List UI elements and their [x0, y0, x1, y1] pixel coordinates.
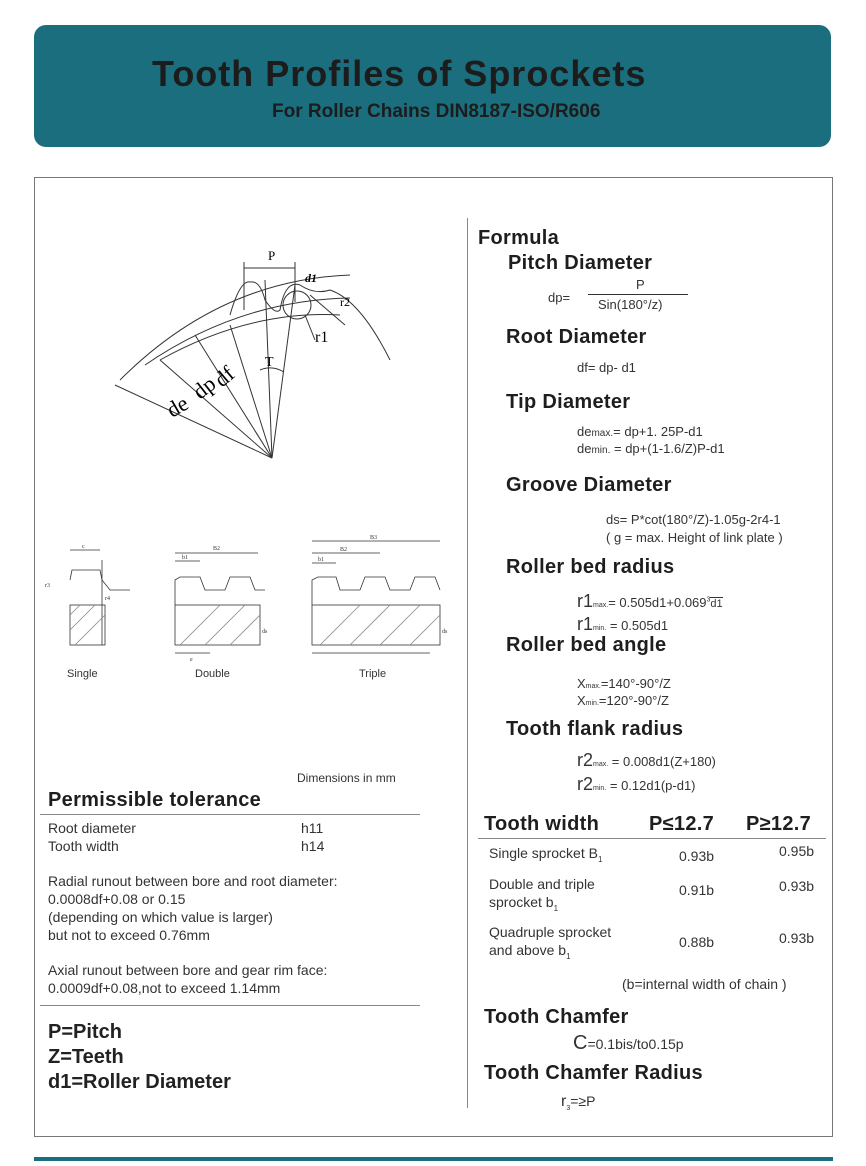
radial-line-3: (depending on which value is larger)	[48, 909, 273, 925]
pitch-diameter-title: Pitch Diameter	[508, 252, 653, 274]
tip-formula-max: demax.= dp+1. 25P-d1	[577, 424, 703, 439]
dim-b2-triple: B2	[340, 547, 348, 553]
legend-teeth: Z=Teeth	[48, 1046, 124, 1068]
page-subtitle: For Roller Chains DIN8187-ISO/R606	[272, 101, 601, 122]
tw-row2-label-1: Double and triple	[489, 876, 595, 892]
profile-triple-label: Triple	[359, 668, 387, 680]
profile-double-label: Double	[195, 668, 230, 680]
divider	[40, 1005, 420, 1006]
rba-formula-max: Xmax.=140°-90°/Z	[577, 676, 671, 691]
tw-row1-label: Single sprocket $B_1$	[489, 845, 603, 864]
radial-line-1: Radial runout between bore and root diameter:	[48, 873, 338, 889]
label-r1: r1	[315, 329, 329, 346]
divider	[478, 838, 826, 839]
label-tau: T	[265, 355, 274, 370]
tw-row3-v1: 0.88b	[679, 934, 715, 950]
tolerance-title: Permissible tolerance	[48, 789, 262, 811]
pitch-denominator: Sin(180°/z)	[598, 297, 663, 312]
dim-b2: B2	[213, 546, 221, 552]
groove-diameter-title: Groove Diameter	[506, 474, 672, 496]
label-dp: dp	[187, 370, 221, 404]
page-title: Tooth Profiles of Sprockets	[152, 53, 647, 94]
tol-width-value: h14	[301, 838, 325, 854]
tol-width-label: Tooth width	[48, 838, 119, 854]
dim-b3: B3	[370, 535, 378, 541]
tw-row2-label-2: sprocket $b_1$	[489, 894, 559, 913]
root-diameter-title: Root Diameter	[506, 326, 647, 348]
tooth-width-col2: P≥12.7	[746, 813, 812, 835]
radial-line-2: 0.0008df+0.08 or 0.15	[48, 891, 186, 907]
pitch-lhs: dp=	[548, 290, 571, 305]
tw-row1-v1: 0.93b	[679, 848, 715, 864]
tooth-chamfer-radius-formula: $r_3=\ge P$	[561, 1093, 596, 1112]
pitch-numerator: P	[636, 277, 645, 292]
tooth-width-col1: P≤12.7	[649, 813, 715, 835]
dim-b1: b1	[182, 555, 188, 561]
dim-ds-triple: ds	[442, 629, 448, 635]
axial-line-1: Axial runout between bore and gear rim face:	[48, 962, 328, 978]
label-de: de	[162, 390, 193, 423]
bottom-rule	[34, 1157, 833, 1161]
groove-note: ( g = max. Height of link plate )	[606, 530, 783, 545]
tooth-flank-radius-title: Tooth flank radius	[506, 718, 684, 740]
dim-c: c	[82, 544, 85, 550]
radial-outer	[115, 385, 272, 458]
profile-single-label: Single	[67, 668, 98, 680]
dim-r4-single: r4	[105, 596, 110, 602]
dim-r3: r3	[45, 583, 50, 589]
roller-bed-angle-title: Roller bed angle	[506, 634, 667, 656]
tfr-formula-max: r2max. = 0.008d1(Z+180)	[577, 750, 716, 770]
label-p: P	[268, 248, 276, 263]
column-divider	[467, 218, 468, 1108]
tw-row2-v2: 0.93b	[779, 878, 815, 894]
divider	[40, 814, 420, 815]
tooth-width-title: Tooth width	[484, 813, 600, 835]
sprocket-diagram	[100, 240, 410, 465]
tw-row3-v2: 0.93b	[779, 930, 815, 946]
single-profile	[70, 570, 130, 590]
tooth-chamfer-formula: C=0.1bis/to0.15p	[573, 1032, 684, 1054]
rba-formula-min: Xmin.=120°-90°/Z	[577, 693, 669, 708]
rbr-formula-min: r1min. = 0.505d1	[577, 614, 669, 634]
double-profile	[175, 577, 265, 605]
root-arc	[160, 315, 340, 360]
tw-row3-label-2: and above $b_1$	[489, 942, 571, 961]
root-formula: df= dp- d1	[577, 360, 636, 375]
dim-b1-triple: b1	[318, 557, 324, 563]
dim-ds-double: ds	[262, 629, 268, 635]
tw-row2-v1: 0.91b	[679, 882, 715, 898]
legend-pitch: P=Pitch	[48, 1021, 122, 1043]
dimensions-note: Dimensions in mm	[297, 771, 396, 785]
triple-body	[312, 605, 440, 645]
groove-formula: ds= P*cot(180°/Z)-1.05g-2r4-1	[606, 512, 781, 527]
roller-bed-radius-title: Roller bed radius	[506, 556, 675, 578]
label-r2: r2	[340, 295, 350, 309]
axial-line-2: 0.0009df+0.08,not to exceed 1.14mm	[48, 980, 281, 996]
fraction-bar	[588, 294, 688, 295]
tw-row3-label-1: Quadruple sprocket	[489, 924, 612, 940]
tol-root-value: h11	[301, 820, 324, 836]
radial-df	[230, 325, 272, 458]
triple-profile	[312, 577, 440, 605]
tooth-width-note: (b=internal width of chain )	[622, 976, 787, 992]
label-d1: d1	[305, 271, 317, 285]
tip-formula-min: demin. = dp+(1-1.6/Z)P-d1	[577, 441, 725, 456]
double-body	[175, 605, 260, 645]
label-df: df	[209, 360, 240, 392]
formula-title: Formula	[478, 227, 559, 249]
dim-e-double: e	[190, 657, 193, 663]
rbr-formula-max: $r1\max.= 0.505d1+0.069^3d1$	[577, 591, 723, 611]
tooth-chamfer-title: Tooth Chamfer	[484, 1006, 629, 1028]
tooth-profile-diagrams	[40, 535, 450, 680]
radial-line-4: but not to exceed 0.76mm	[48, 927, 210, 943]
tol-root-label: Root diameter	[48, 820, 136, 836]
tip-diameter-title: Tip Diameter	[506, 391, 631, 413]
tw-row1-v2: 0.95b	[779, 843, 815, 859]
legend-roller: d1=Roller Diameter	[48, 1071, 231, 1093]
tfr-formula-min: r2min. = 0.12d1(p-d1)	[577, 774, 696, 794]
header-banner	[34, 25, 831, 147]
tooth-chamfer-radius-title: Tooth Chamfer Radius	[484, 1062, 703, 1084]
